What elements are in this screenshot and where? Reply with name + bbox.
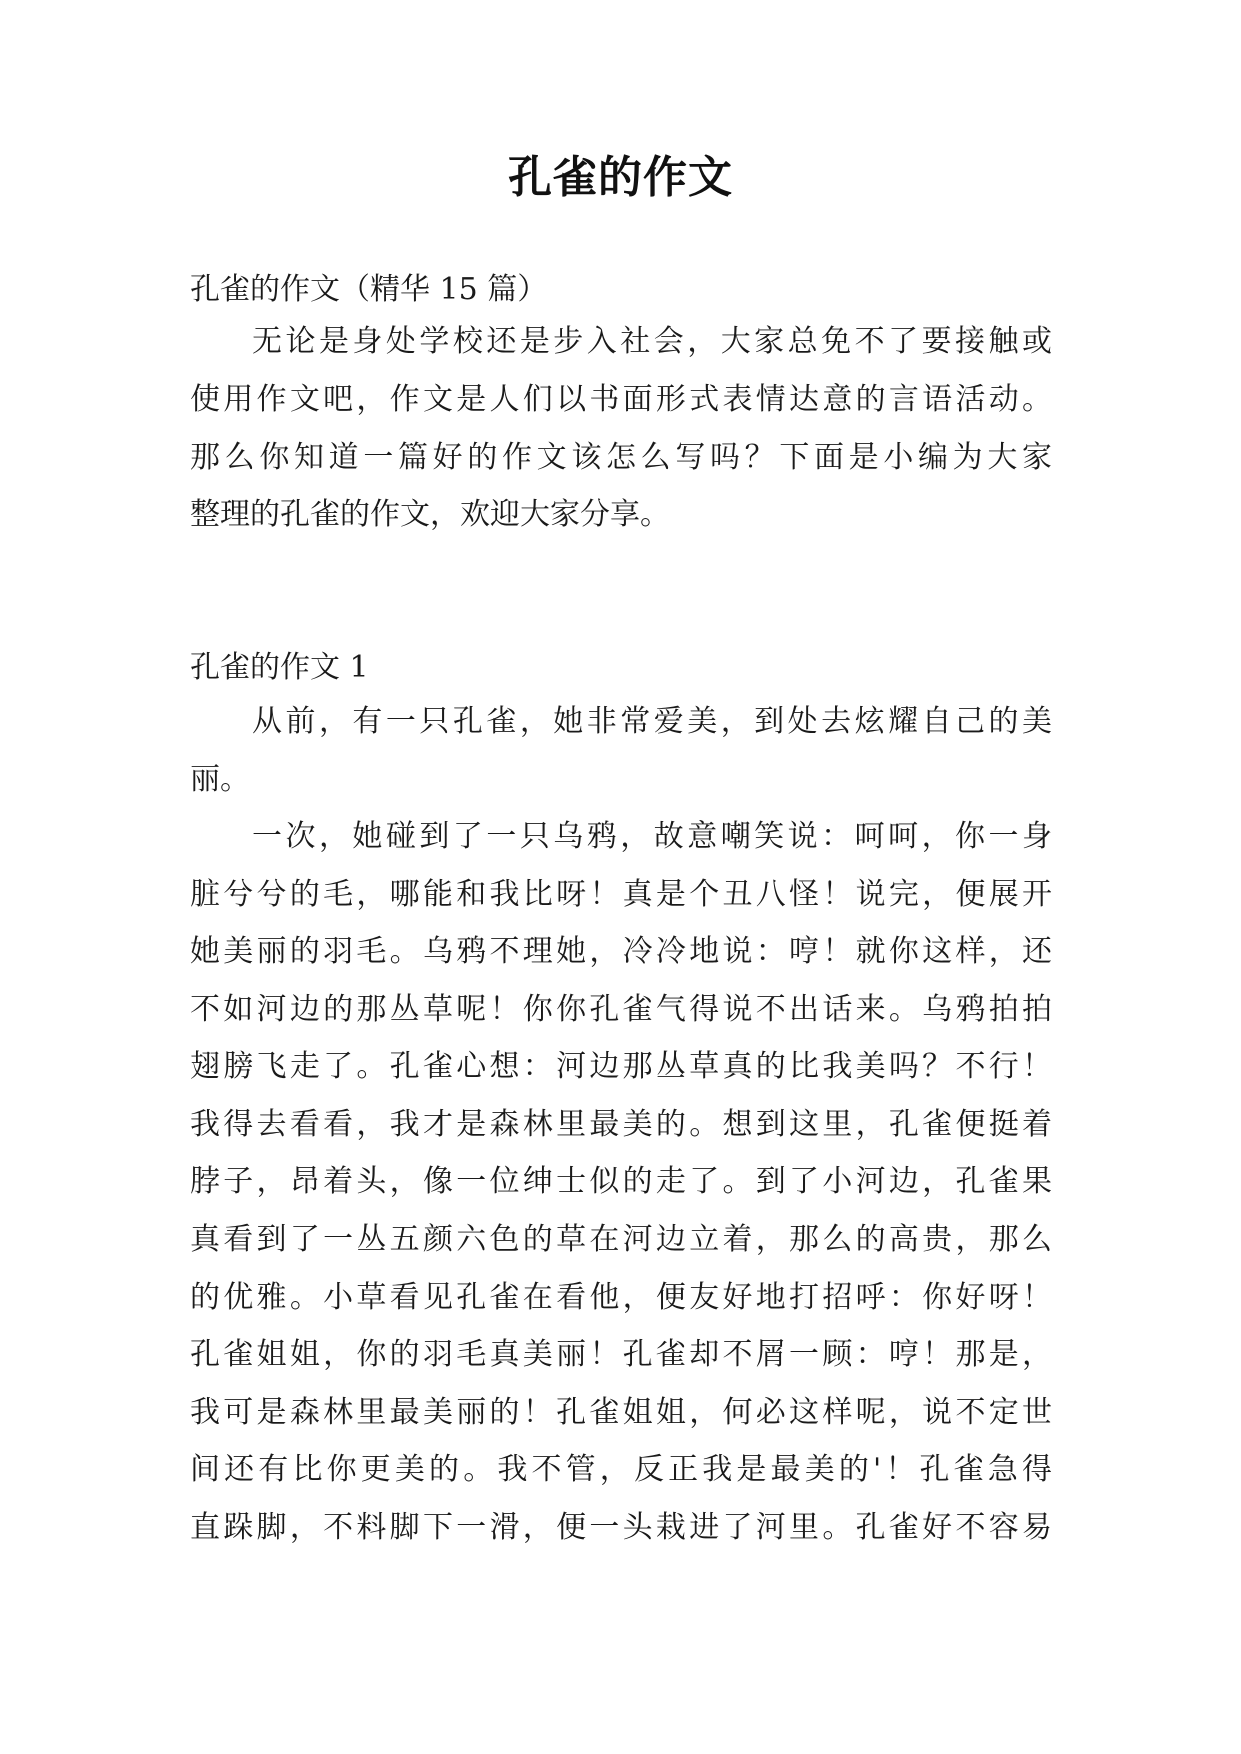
para2-line-12: 间还有比你更美的。我不管，反正我是最美的'！孔雀急得: [190, 1452, 1052, 1487]
para2-line-6: 我得去看看，我才是森林里最美的。想到这里，孔雀便挺着: [190, 1107, 1052, 1142]
para2-line-5: 翅膀飞走了。孔雀心想：河边那丛草真的比我美吗？不行！: [190, 1049, 1052, 1084]
para2-line-7: 脖子，昂着头，像一位绅士似的走了。到了小河边，孔雀果: [190, 1164, 1052, 1199]
para2-line-3: 她美丽的羽毛。乌鸦不理她，冷冷地说：哼！就你这样，还: [190, 934, 1052, 969]
para2-line-13: 直跺脚，不料脚下一滑，便一头栽进了河里。孔雀好不容易: [190, 1510, 1052, 1545]
para1-line-1: 从前，有一只孔雀，她非常爱美，到处去炫耀自己的美: [252, 704, 1052, 739]
intro-line-2: 使用作文吧，作文是人们以书面形式表情达意的言语活动。: [190, 382, 1052, 417]
intro-line-3: 那么你知道一篇好的作文该怎么写吗？下面是小编为大家: [190, 440, 1052, 475]
document-subtitle: 孔雀的作文（精华 15 篇）: [190, 272, 548, 307]
document-title: 孔雀的作文: [508, 152, 733, 203]
para1-line-2: 丽。: [190, 762, 250, 797]
para2-line-11: 我可是森林里最美丽的！孔雀姐姐，何必这样呢，说不定世: [190, 1395, 1052, 1430]
intro-line-1: 无论是身处学校还是步入社会，大家总免不了要接触或: [252, 324, 1052, 359]
section-heading-1: 孔雀的作文 1: [190, 650, 369, 685]
intro-line-4: 整理的孔雀的作文，欢迎大家分享。: [190, 497, 670, 532]
para2-line-2: 脏兮兮的毛，哪能和我比呀！真是个丑八怪！说完，便展开: [190, 877, 1052, 912]
para2-line-1: 一次，她碰到了一只乌鸦，故意嘲笑说：呵呵，你一身: [252, 819, 1052, 854]
para2-line-4: 不如河边的那丛草呢！你你孔雀气得说不出话来。乌鸦拍拍: [190, 992, 1052, 1027]
para2-line-10: 孔雀姐姐，你的羽毛真美丽！孔雀却不屑一顾：哼！那是，: [190, 1337, 1052, 1372]
para2-line-9: 的优雅。小草看见孔雀在看他，便友好地打招呼：你好呀！: [190, 1280, 1052, 1315]
para2-line-8: 真看到了一丛五颜六色的草在河边立着，那么的高贵，那么: [190, 1222, 1052, 1257]
